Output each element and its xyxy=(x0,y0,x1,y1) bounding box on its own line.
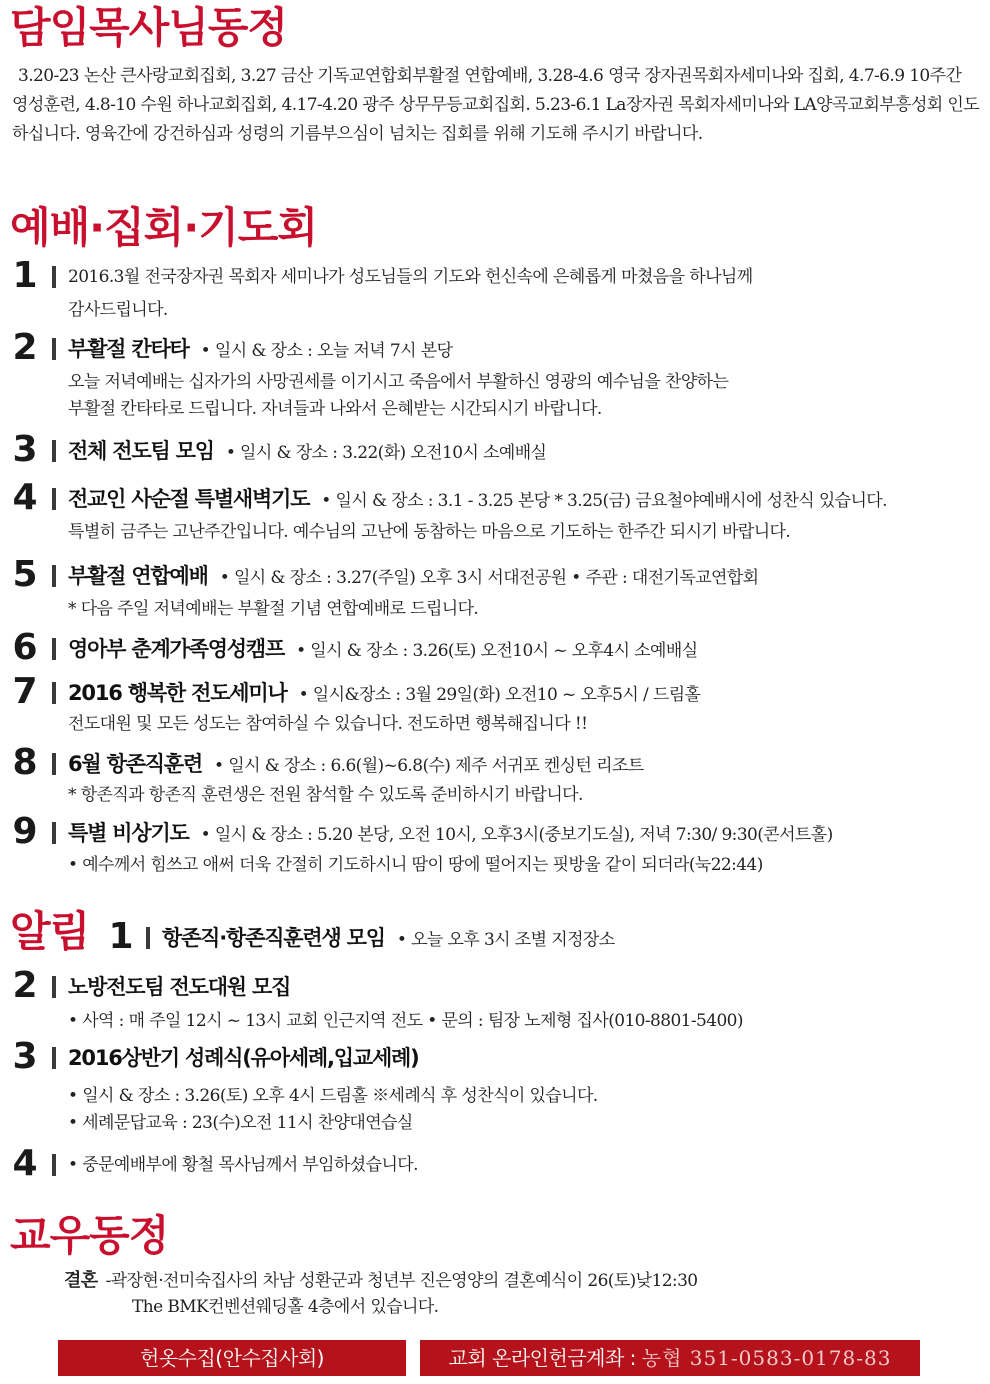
worship-item-number: 7 xyxy=(12,671,38,712)
members-news xyxy=(64,1268,698,1294)
notice-item-heading xyxy=(68,1045,431,1073)
worship-item-number: 3 xyxy=(12,429,38,470)
worship-item-info: • 일시&장소 : 3월 29일(화) 오전10 ~ 오후5시 / 드림홀 xyxy=(298,685,701,705)
worship-item-heading xyxy=(68,336,452,364)
worship-item-heading xyxy=(68,438,546,466)
notice-item-heading xyxy=(162,925,615,953)
worship-item-heading xyxy=(68,264,753,290)
worship-item-detail: 전도대원 및 모든 성도는 참여하실 수 있습니다. 전도하면 행복해집니다 !! xyxy=(68,714,588,734)
notice-item-detail: • 일시 & 장소 : 3.26(토) 오후 4시 드림홀 ※세례식 후 성찬식이 있습니다. xyxy=(68,1086,598,1106)
notice-item-title: 항존직·항존직훈련생 모임 xyxy=(162,926,385,950)
notice-item-detail: • 사역 : 매 주일 12시 ~ 13시 교회 인근지역 전도 • 문의 : 팀장 노제형 집사(010-8801-5400) xyxy=(68,1011,743,1031)
worship-item-heading xyxy=(68,751,644,779)
section-title-notice: 알림 xyxy=(10,907,90,956)
worship-item-divider xyxy=(52,753,56,775)
notice-item-detail: • 세례문답교육 : 23(수)오전 11시 찬양대연습실 xyxy=(68,1113,413,1133)
worship-item-divider xyxy=(52,266,56,288)
worship-item-number: 9 xyxy=(12,811,38,852)
worship-item-divider xyxy=(52,822,56,844)
notice-item-divider xyxy=(52,1154,56,1176)
worship-item-heading xyxy=(68,486,887,514)
bank-account-number: 농협 351-0583-0178-83 xyxy=(641,1346,892,1370)
notice-item-divider xyxy=(146,927,150,949)
worship-item-title: 2016 행복한 전도세미나 xyxy=(68,681,287,705)
worship-item-detail: 오늘 저녁예배는 십자가의 사망권세를 이기시고 죽음에서 부활하신 영광의 예수님을 찬양하는 xyxy=(68,372,729,392)
worship-item-heading xyxy=(68,820,833,848)
pastor-schedule-paragraph: 3.20-23 논산 큰사랑교회집회, 3.27 금산 기독교연합회부활절 연합예배, 3.28-4.6 영국 장자권목회자세미나와 집회, 4.7-6.9 10주간 영성훈련, 4.8-10 수원 하나교회집회, 4.17-4.20 광주 상무무등교회집회. 5.23-6.1 La장자권 목회자세미나와 LA양곡교회부흥성회 인도하십니다. 영육간에 강건하심과 성령의 기름부으심이 넘치는 집회를 위해 기도해 주시기 바랍니다. xyxy=(12,66,980,144)
worship-item-divider xyxy=(52,440,56,462)
worship-item-info: • 일시 & 장소 : 3.1 - 3.25 본당 * 3.25(금) 금요철야예배시에 성찬식 있습니다. xyxy=(321,491,887,511)
clothes-collection-label: 헌옷수집(안수집사회) xyxy=(140,1346,324,1370)
worship-item-detail: * 항존직과 항존직 훈련생은 전원 참석할 수 있도록 준비하시기 바랍니다. xyxy=(68,785,583,805)
notice-item-number: 1 xyxy=(108,916,134,957)
worship-item-info: • 일시 & 장소 : 오늘 저녁 7시 본당 xyxy=(200,341,453,361)
worship-item-divider xyxy=(52,565,56,587)
notice-item-title: 노방전도팀 전도대원 모집 xyxy=(68,975,291,999)
members-news-line1: -곽장현·전미숙집사의 차남 성환군과 청년부 진은영양의 결혼예식이 26(토)낮12:30 xyxy=(105,1271,698,1291)
section-title-members: 교우동정 xyxy=(10,1211,169,1260)
worship-item-title: 전교인 사순절 특별새벽기도 xyxy=(68,487,310,511)
online-offering-banner xyxy=(420,1340,920,1376)
worship-item-detail: * 다음 주일 저녁예배는 부활절 기념 연합예배로 드립니다. xyxy=(68,599,479,619)
clothes-collection-banner xyxy=(58,1340,406,1376)
notice-item-heading xyxy=(68,974,302,1002)
notice-item-number: 4 xyxy=(12,1143,38,1184)
worship-item-title: 부활절 칸타타 xyxy=(68,337,189,361)
worship-item-number: 4 xyxy=(12,477,38,518)
worship-item-detail: 부활절 칸타타로 드립니다. 자녀들과 나와서 은혜받는 시간되시기 바랍니다. xyxy=(68,399,602,419)
worship-item-heading xyxy=(68,636,698,664)
worship-item-divider xyxy=(52,338,56,360)
worship-item-heading xyxy=(68,680,700,708)
worship-item-divider xyxy=(52,488,56,510)
worship-item-number: 6 xyxy=(12,627,38,668)
notice-item-title: 2016상반기 성례식(유아세례,입교세례) xyxy=(68,1046,419,1070)
worship-item-number: 8 xyxy=(12,742,38,783)
worship-item-number: 2 xyxy=(12,327,38,368)
worship-item-detail: 특별히 금주는 고난주간입니다. 예수님의 고난에 동참하는 마음으로 기도하는 한주간 되시기 바랍니다. xyxy=(68,522,791,542)
section-title-worship: 예배·집회·기도회 xyxy=(10,203,317,252)
worship-item-title: 전체 전도팀 모임 xyxy=(68,439,214,463)
worship-item-divider xyxy=(52,682,56,704)
notice-item-info: • 오늘 오후 3시 조별 지정장소 xyxy=(396,930,615,950)
notice-item-info: • 중문예배부에 황철 목사님께서 부임하셨습니다. xyxy=(68,1155,418,1175)
worship-item-info: 2016.3월 전국장자권 목회자 세미나가 성도님들의 기도와 헌신속에 은혜롭게 마쳤음을 하나님께 xyxy=(68,267,753,287)
worship-item-info: • 일시 & 장소 : 3.22(화) 오전10시 소예배실 xyxy=(225,443,547,463)
online-offering-label: 교회 온라인헌금계좌 : xyxy=(448,1346,642,1370)
worship-item-heading xyxy=(68,563,758,591)
worship-item-number: 1 xyxy=(12,255,38,296)
worship-item-title: 부활절 연합예배 xyxy=(68,564,208,588)
worship-item-info: • 일시 & 장소 : 5.20 본당, 오전 10시, 오후3시(중보기도실), 저녁 7:30/ 9:30(콘서트홀) xyxy=(200,825,833,845)
notice-item-number: 3 xyxy=(12,1036,38,1077)
worship-item-title: 6월 항존직훈련 xyxy=(68,752,203,776)
worship-item-title: 특별 비상기도 xyxy=(68,821,189,845)
notice-item-divider xyxy=(52,1047,56,1069)
worship-item-detail: • 예수께서 힘쓰고 애써 더욱 간절히 기도하시니 땀이 땅에 떨어지는 핏방울 같이 되더라(눅22:44) xyxy=(68,855,763,875)
notice-item-heading xyxy=(68,1152,418,1178)
notice-item-divider xyxy=(52,976,56,998)
worship-item-divider xyxy=(52,638,56,660)
worship-item-number: 5 xyxy=(12,554,38,595)
section-title-pastor: 담임목사님동정 xyxy=(10,3,288,52)
worship-item-info: • 일시 & 장소 : 3.27(주일) 오후 3시 서대전공원 • 주관 : 대전기독교연합회 xyxy=(219,568,759,588)
members-news-label: 결혼 xyxy=(64,1270,98,1291)
worship-item-title: 영아부 춘계가족영성캠프 xyxy=(68,637,285,661)
worship-item-info: • 일시 & 장소 : 6.6(월)~6.8(수) 제주 서귀포 켄싱턴 리조트 xyxy=(214,756,644,776)
members-news-line2: The BMK컨벤션웨딩홀 4층에서 있습니다. xyxy=(132,1297,439,1317)
worship-item-info: • 일시 & 장소 : 3.26(토) 오전10시 ~ 오후4시 소예배실 xyxy=(296,641,698,661)
worship-item-detail: 감사드립니다. xyxy=(68,300,168,320)
notice-item-number: 2 xyxy=(12,965,38,1006)
